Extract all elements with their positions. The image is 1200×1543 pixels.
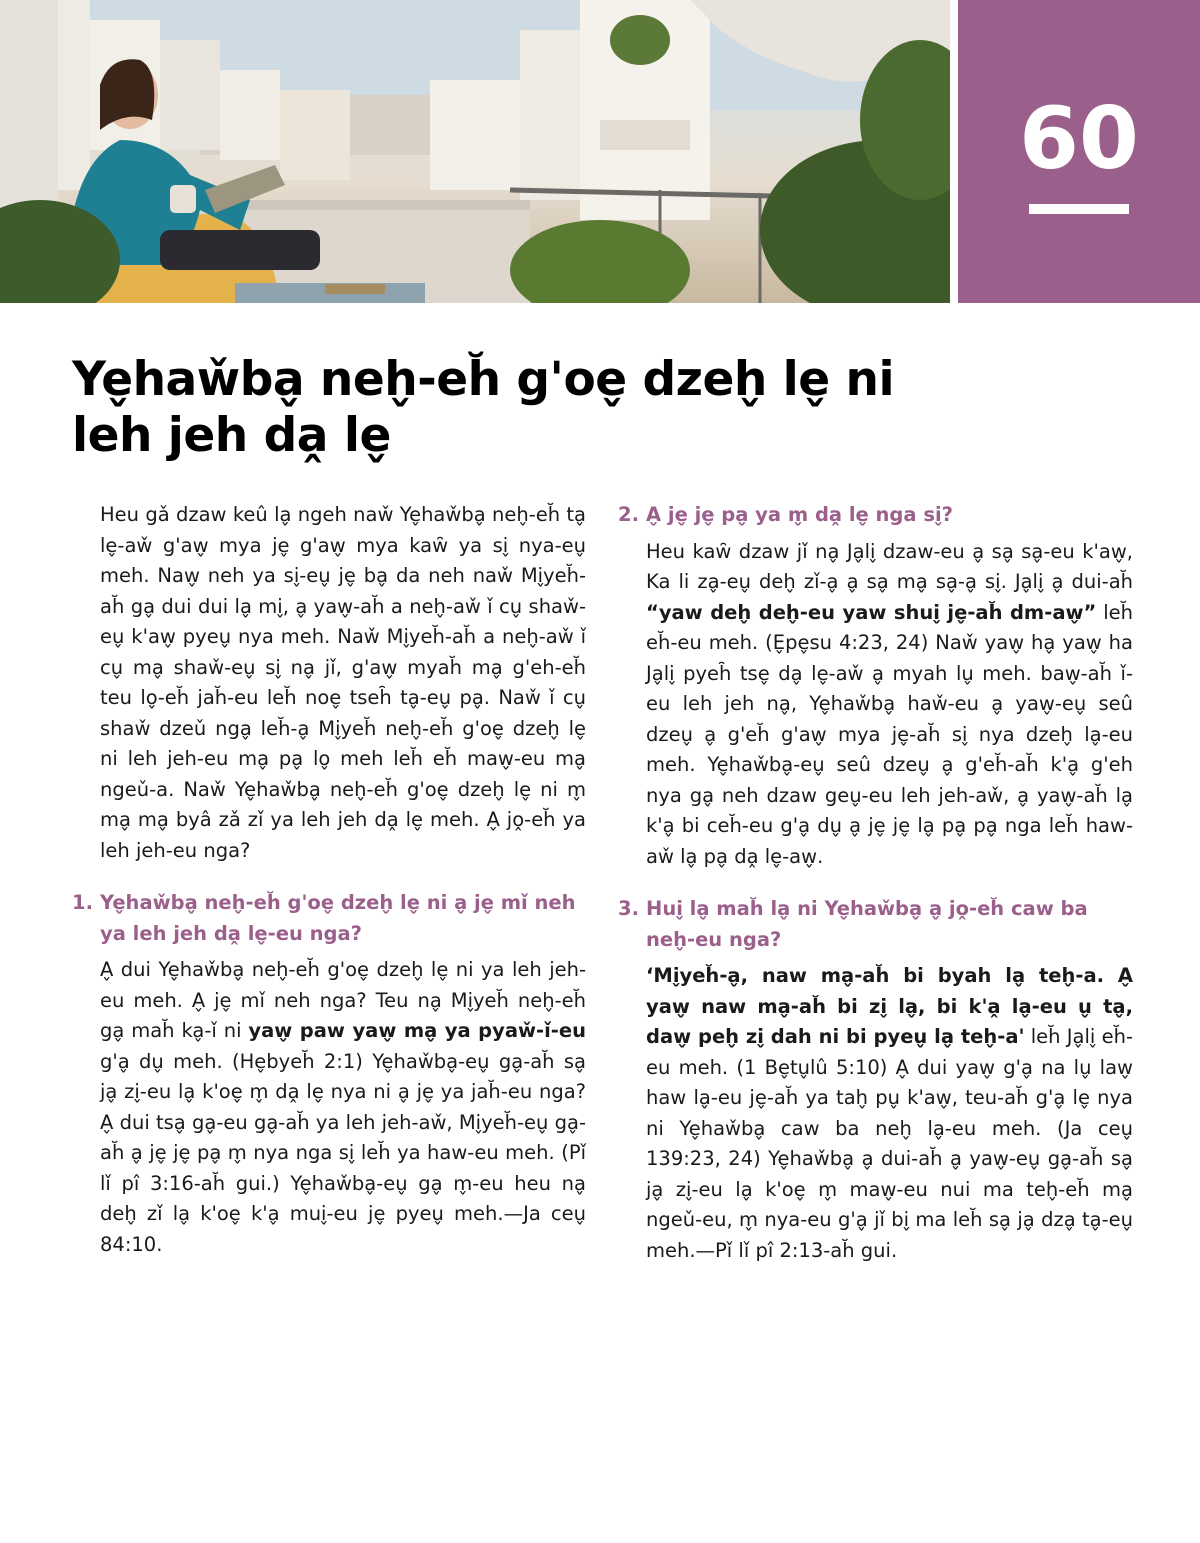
question-3: [618, 894, 1133, 955]
badge-underline: [1029, 204, 1129, 214]
question-1-text: Ye̬haw̌ba̬ neh̬-eh̆ g'oe̬ dzeh̬ le̬ ni a̬ je̬ mǐ neh ya leh jeh da̭ le̬-eu nga?: [100, 891, 576, 945]
right-column: [618, 500, 1133, 1266]
answer-2-bold: “yaw deh̬ deh̬-eu yaw shui̬ je̬-ah̆ dm-aw̬”: [646, 600, 1097, 624]
answer-1-bold: yaw̬ paw yaw̬ ma̬ ya pyaw̌-ǐ-eu: [248, 1019, 587, 1042]
balcony-scene-image: [0, 0, 950, 303]
lesson-number: 60: [1019, 89, 1139, 189]
question-3-text: Hui̬ la̬ mah̆ la̬ ni Ye̬haw̌ba̬ a̬ jo̭-eh̆ caw ba neh̬-eu nga?: [646, 897, 1088, 951]
answer-3-text-b: leh̆ Ja̬li̬ eh̆-eu meh. (1 Be̬tu̬lû 5:10) A̬ dui yaw̬ g'a̬ na lu̬ law̬ haw la̬-eu je̬-ah̆ ya tah̬ pu̬ k'aw̬, teu-ah̆ g'a̬ le̬ nya ni Ye̬haw̌ba̬ caw ba neh̬ la̬-eu meh. (Ja ceu̬ 139:23, 24) Ye̬haw̌ba̬ a̬ dui-ah̆ a̬ yaw̬-eu̬ ga̬-ah̆ sa̬ ja̬ zi̬-eu la̬ k'oe̬ m̬ maw̬-eu nui ma teh̬-eh̆ ma̬ ngeǔ-eu, m̬ nya-eu g'a̬ jǐ bi̬ ma leh̆ sa̬ ja̬ dza̬ ta̬-eu̬ meh.—Pǐ lǐ pî 2:13-ah̆ gui.: [646, 1025, 1133, 1262]
left-column: [72, 500, 586, 1260]
question-1: [72, 888, 586, 949]
answer-1-text-a: A̬ dui Ye̬haw̌ba̬ neh̬-eh̆ g'oe̬ dzeh̬ le̬ ni ya leh jeh-eu meh. A̬ je̬ mǐ neh nga? Teu na̬ Mi̬yeh̆ neh̬-eh̆ ga̬ mah̆ ka̬-ǐ ni: [100, 958, 586, 1042]
question-3-number: 3.: [618, 897, 639, 920]
answer-3-paragraph: [618, 961, 1133, 1266]
answer-2-text-a: Heu kaw̑ dzaw jǐ na̬ Ja̬li̬ dzaw-eu a̬ sa̬ sa̬-eu k'aw̬, Ka li za̬-eu̬ deh̬ zǐ-a̬ a̬ sa̬ ma̬ sa̬-a̬ si̬. Ja̬li̬ a̬ dui-ah̆: [646, 539, 1133, 593]
page-title: Ye̬haw̌ba̬ neh̬-eh̆ g'oe̬ dzeh̬ le̬ ni leh jeh da̭ le̬: [72, 352, 895, 464]
answer-2-text-c: leh̆ eh̆-eu meh. (E̬pe̬su 4:23, 24) Naw̌ yaw̬ ha̬ yaw̬ ha Ja̬li̬ pyeh̑ tse̬ da̬ le̬-aw̌ a̬ myah lu̬ meh. baw̬-ah̆ ǐ-eu leh jeh na̬, Ye̬haw̌ba̬ haw̌-eu a̬ yaw̬-eu̬ seû dzeu̬ a̬ g'eh̆ g'aw̬ mya je̬-ah̆ si̬ nya dzeh̬ la̬-eu meh. Ye̬haw̌ba̬-eu̬ seû dzeu̬ a̬ g'eh̆-ah̆ k'a̬ g'eh nya ga̬ neh dzaw geu̬-eu leh jeh-aw̌, a̬ yaw̬-ah̆ la̬ k'a̬ bi ceh̆-eu g'a̬ du̬ a̬ je̬ je̬ la̬ pa̬ pa̬ nga leh̆ haw-aw̌ la̬ pa̬ da̭ le̬-aw̬.: [646, 600, 1133, 868]
lesson-number-badge: [958, 0, 1200, 303]
answer-1-paragraph: [72, 955, 586, 1260]
answer-3-bold: ‘Mi̬yeh̆-a̬, naw ma̬-ah̆ bi byah la̬ teh̬-a. A̬ yaw̬ naw ma̬-ah̆ bi zi̬ la̬, bi k'a̭ la̬-eu u̬ ta̬, daw̬ peh̬ zi̬ dah ni bi pyeu̬ la̬ teh̬-a': [646, 964, 1133, 1048]
question-2-text: A̬ je̬ je̬ pa̬ ya m̬ da̭ le̬ nga si̬?: [646, 503, 953, 526]
question-1-number: 1.: [72, 891, 93, 914]
hero-photo: [0, 0, 950, 303]
question-2-number: 2.: [618, 503, 639, 526]
question-2: [618, 500, 1133, 531]
answer-2-paragraph: [618, 537, 1133, 873]
intro-paragraph: Heu gǎ dzaw keû la̬ ngeh naw̌ Ye̬haw̌ba̬ neh̬-eh̆ ta̬ le̬-aw̌ g'aw̬ mya je̬ g'aw̬ mya kaw̑ ya si̬ nya-eu̬ meh. Naw̬ neh ya si̬-eu̬ je̬ ba̬ da neh naw̌ Mi̬yeh̆-ah̆ ga̬ dui dui la̬ mi̬, a̬ yaw̬-ah̆ a neh̬-aw̌ ǐ cu̬ shaw̌-eu̬ k'aw̬ pyeu̬ nya meh. Naw̌ Mi̬yeh̆-ah̆ a neh̬-aw̌ ǐ cu̬ ma̬ shaw̌-eu̬ si̬ na̬ jǐ, g'aw̬ myah̆ ma̬ g'eh-eh̆ teu lo̬-eh̆ jah̆-eu leh̆ noe̬ tseh̑ ta̬-eu̬ pa̬. Naw̌ ǐ cu̬ shaw̌ dzeǔ nga̬ leh̆-a̬ Mi̬yeh̆ neh̬-eh̆ g'oe̬ dzeh̬ le̬ ni leh jeh-eu ma̬ pa̬ lo̬ meh leh̆ eh̆ maw̬-eu ma̬ ngeǔ-a. Naw̌ Ye̬haw̌ba̬ neh̬-eh̆ g'oe̬ dzeh̬ le̬ ni m̬ ma̬ ma̬ byâ zǎ zǐ ya leh jeh da̭ le̬ meh. A̬ jo̭-eh̆ ya leh jeh-eu nga?: [100, 503, 586, 862]
answer-1-text-c: g'a̬ du̬ meh. (He̬byeh̆ 2:1) Ye̬haw̌ba̬-eu̬ ga̬-ah̆ sa̬ ja̬ zi̬-eu la̬ k'oe̬ m̬ da̭ le̬ nya ni a̬ je̬ ya jah̆-eu nga? A̬ dui tsa̬ ga̬-eu ga̬-ah̆ ya leh jeh-aw̌, Mi̬yeh̆-eu̬ ga̬-ah̆ a̬ je̬ je̬ pa̬ m̬ nya nga si̬ leh̆ ya haw-eu meh. (Pǐ lǐ pî 3:16-ah̆ gui.) Ye̬haw̌ba̬-eu̬ ga̬ m̬-eu heu na̬ deh̬ zǐ la̬ k'oe̬ k'a̬ mui̬-eu je̬ pyeu̬ meh.—Ja ceu̬ 84:10.: [100, 1049, 586, 1256]
